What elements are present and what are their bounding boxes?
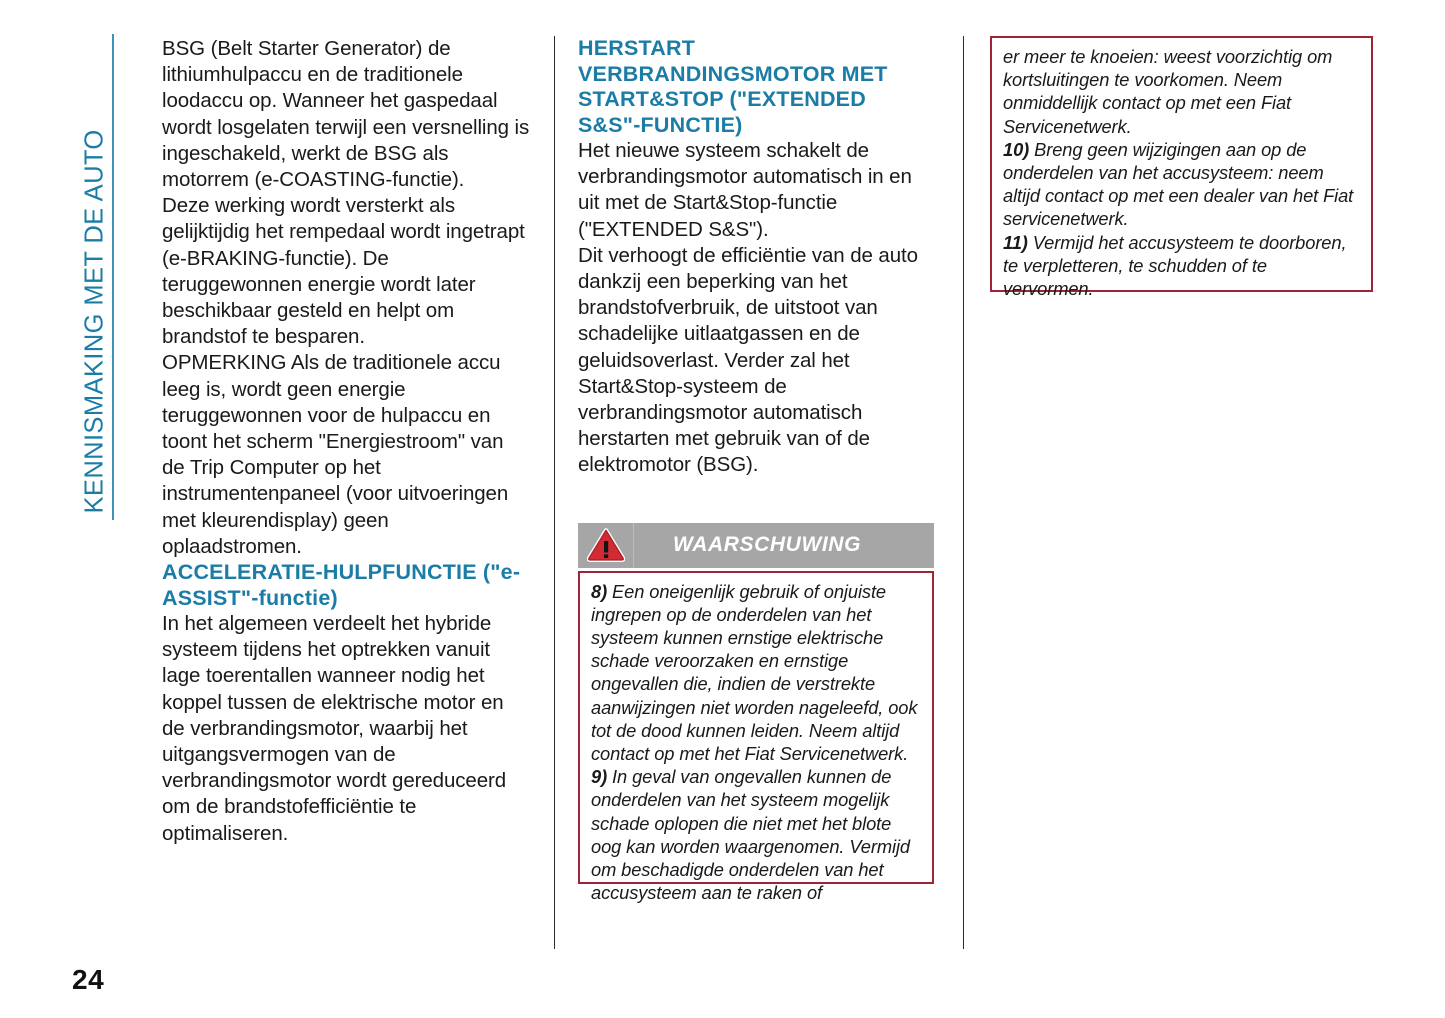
paragraph-efficientie: Dit verhoogt de efficiëntie van de auto dankzij een beperking van het brandstofverbruik, de uitstoot van schadelijke uitlaatgassen en de geluidsoverlast. Verder zal het Start&Stop-systeem de verbrandingsmotor automatisch herstarten met gebruik van of de elektromotor (BSG). bbox=[578, 243, 918, 477]
warning-title: WAARSCHUWING bbox=[672, 533, 862, 557]
warning-triangle-icon bbox=[578, 523, 634, 568]
heading-herstart-verbrandingsmotor: HERSTART VERBRANDINGSMOTOR MET START&STOP ("EXTENDED S&S"-FUNCTIE) bbox=[578, 36, 888, 137]
paragraph-eassist: In het algemeen verdeelt het hybride systeem tijdens het optrekken vanuit lage toerentallen wanneer nodig het koppel tussen de elektrische motor en de verbrandingsmotor, waarbij het uitgangsvermogen van de verbrandingsmotor wordt gereduceerd om de brandstofefficiëntie te optimaliseren. bbox=[162, 612, 507, 845]
paragraph-bsg-intro: BSG (Belt Starter Generator) de lithiumhulpaccu en de traditionele loodaccu op. Wanneer het gaspedaal wordt losgelaten terwijl een versnelling is ingeschakeld, werkt de BSG als motorrem (e-COASTING-functie). bbox=[162, 37, 530, 192]
text-column-1 bbox=[162, 36, 530, 847]
warning-note-8 bbox=[591, 580, 923, 766]
warning-note-9-number: 9) bbox=[591, 766, 608, 788]
warning-note-11 bbox=[1003, 231, 1362, 301]
column-divider-1 bbox=[554, 36, 555, 949]
column-divider-2 bbox=[963, 36, 964, 949]
chapter-tab-rule bbox=[112, 34, 114, 520]
warning-note-8-text: Een oneigenlijk gebruik of onjuiste ingrepen op de onderdelen van het systeem kunnen ernstige elektrische schade veroorzaken en ernstige ongevallen die, indien de verstrekte aanwijzingen niet worden nageleefd, ook tot de dood kunnen leiden. Neem altijd contact op met het Fiat Servicenetwerk. bbox=[591, 580, 918, 765]
heading-acceleratie-hulpfunctie: ACCELERATIE-HULPFUNCTIE ("e-ASSIST"-functie) bbox=[162, 560, 521, 610]
paragraph-opmerking: OPMERKING Als de traditionele accu leeg is, wordt geen energie teruggewonnen voor de hulpaccu en toont het scherm "Energiestroom" van de Trip Computer op het instrumentenpaneel (voor uitvoeringen met kleurendisplay) geen oplaadstromen. bbox=[162, 351, 509, 558]
warning-note-10-text: Breng geen wijzigingen aan op de onderdelen van het accusysteem: neem altijd contact op met een dealer van het Fiat servicenetwerk. bbox=[1003, 138, 1354, 230]
chapter-tab-label: KENNISMAKING MET DE AUTO bbox=[80, 129, 109, 514]
warning-note-10 bbox=[1003, 138, 1362, 231]
warning-note-11-text: Vermijd het accusysteem te doorboren, te verpletteren, te schudden of te vervormen. bbox=[1003, 231, 1347, 300]
text-column-3 bbox=[990, 36, 1373, 300]
page-number: 24 bbox=[72, 964, 105, 995]
paragraph-ebraking: Deze werking wordt versterkt als gelijktijdig het rempedaal wordt ingetrapt (e-BRAKING-functie). De teruggewonnen energie wordt later beschikbaar gesteld en helpt om brandstof te besparen. bbox=[162, 194, 525, 349]
paragraph-extended-ss-intro: Het nieuwe systeem schakelt de verbrandingsmotor automatisch in en uit met de Start&Stop-functie ("EXTENDED S&S"). bbox=[578, 139, 912, 241]
warning-notes-box-2 bbox=[990, 36, 1373, 300]
warning-notes-box-1 bbox=[578, 571, 934, 904]
warning-note-11-number: 11) bbox=[1003, 231, 1028, 253]
warning-header-bar bbox=[578, 523, 934, 568]
warning-note-10-number: 10) bbox=[1003, 138, 1030, 160]
text-column-2 bbox=[578, 36, 934, 904]
warning-note-9-text: In geval van ongevallen kunnen de onderdelen van het systeem mogelijk schade oplopen die niet met het blote oog kan worden waargenomen. Vermijd om beschadigde onderdelen van het accusysteem aan te raken of bbox=[591, 766, 910, 904]
warning-note-8-number: 8) bbox=[591, 580, 608, 602]
warning-note-9-continuation: er meer te knoeien: weest voorzichtig om kortsluitingen te voorkomen. Neem onmiddellijk contact op met een Fiat Servicenetwerk. bbox=[1003, 46, 1333, 137]
warning-note-9 bbox=[591, 765, 923, 904]
chapter-tab bbox=[72, 32, 118, 522]
